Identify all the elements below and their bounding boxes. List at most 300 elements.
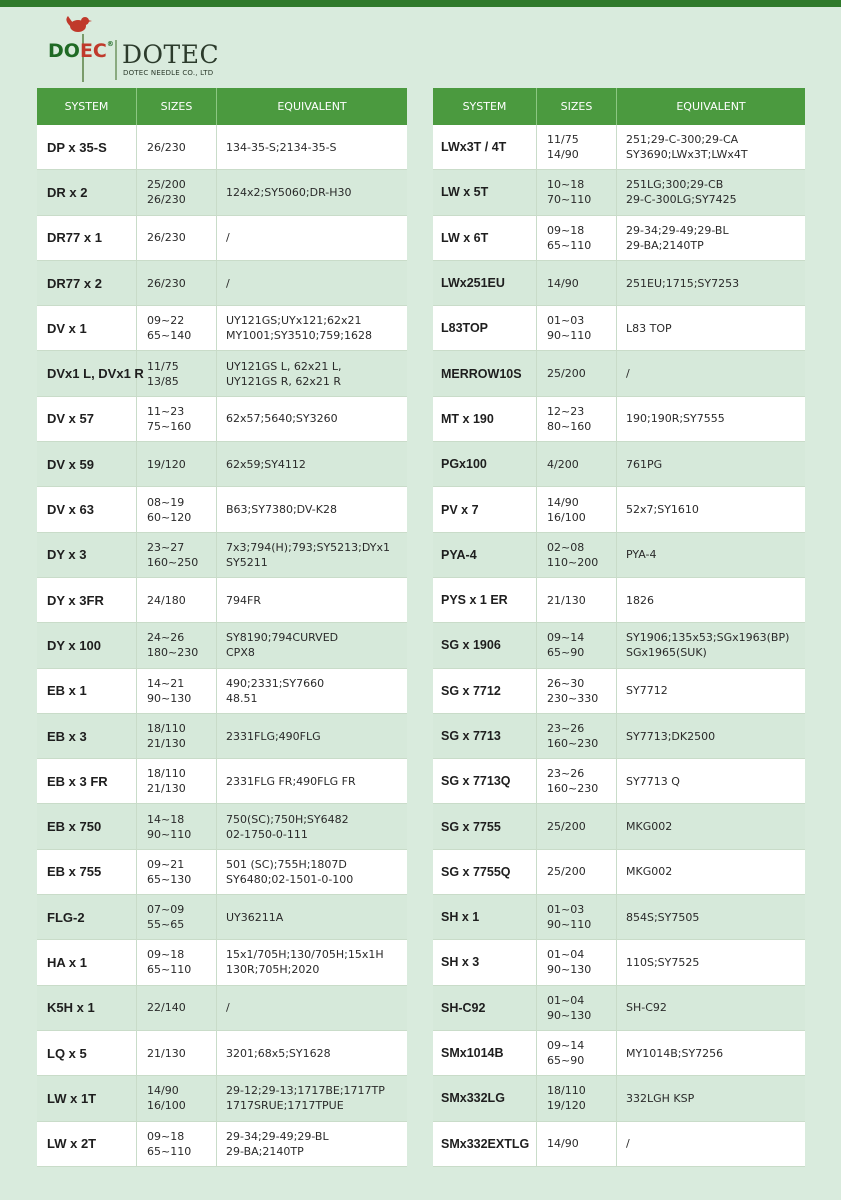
cell-equivalent	[617, 669, 805, 713]
cell-sizes	[537, 759, 617, 803]
cell-equivalent	[217, 125, 407, 169]
cell-sizes	[137, 623, 217, 667]
cell-system: SG x 7712	[433, 669, 537, 713]
brand-name: DOTEC	[122, 40, 220, 69]
equivalent-line: 124x2;SY5060;DR-H30	[226, 185, 352, 199]
equivalent-line: 7x3;794(H);793;SY5213;DYx1	[226, 540, 390, 554]
cell-sizes	[537, 804, 617, 848]
cell-equivalent	[217, 623, 407, 667]
cell-sizes	[137, 306, 217, 350]
equivalent-line: SH-C92	[626, 1001, 667, 1015]
top-accent-bar	[0, 0, 841, 7]
cell-system: EB x 1	[37, 669, 137, 713]
cell-system: MT x 190	[433, 397, 537, 441]
size-line: 09~14	[547, 1039, 585, 1053]
cell-equivalent	[217, 487, 407, 531]
cell-system: DP x 35-S	[37, 125, 137, 169]
table-header	[37, 88, 407, 125]
equivalent-line: 134-35-S;2134-35-S	[226, 140, 337, 154]
equivalent-line: 251EU;1715;SY7253	[626, 276, 740, 290]
size-line: 55~65	[147, 918, 185, 932]
cell-system: EB x 755	[37, 850, 137, 894]
cell-sizes	[137, 986, 217, 1030]
table-row	[37, 216, 407, 261]
size-line: 16/100	[547, 510, 586, 524]
cell-system: EB x 750	[37, 804, 137, 848]
table-row	[37, 1031, 407, 1076]
size-line: 4/200	[547, 457, 579, 471]
brand-mark: DOEC®	[48, 40, 114, 62]
header-system: SYSTEM	[433, 88, 537, 125]
table-row	[433, 487, 805, 532]
equivalent-line: /	[626, 367, 630, 381]
equivalent-line: MY1001;SY3510;759;1628	[226, 329, 373, 343]
size-line: 180~230	[147, 646, 199, 660]
size-line: 26~30	[547, 676, 585, 690]
size-line: 18/110	[147, 767, 186, 781]
cell-equivalent	[217, 895, 407, 939]
cell-system: EB x 3 FR	[37, 759, 137, 803]
header-equivalent: EQUIVALENT	[676, 100, 746, 113]
cell-sizes	[137, 170, 217, 214]
table-row	[37, 397, 407, 442]
size-line: 19/120	[147, 457, 186, 471]
equivalent-line: 29-34;29-49;29-BL	[626, 223, 729, 237]
cell-sizes	[137, 125, 217, 169]
equivalent-line: SY1906;135x53;SGx1963(BP)	[626, 631, 790, 645]
size-line: 160~230	[547, 737, 599, 750]
cell-system: DVx1 L, DVx1 R	[37, 351, 137, 395]
equivalent-line: 251LG;300;29-CB	[626, 178, 724, 192]
cell-system: DV x 63	[37, 487, 137, 531]
equivalent-line: SGx1965(SUK)	[626, 646, 707, 660]
equivalent-line: /	[626, 1137, 630, 1151]
size-line: 160~230	[547, 782, 599, 796]
table-row	[37, 351, 407, 396]
equivalent-line: SY6480;02-1501-0-100	[226, 872, 354, 886]
size-line: 90~110	[547, 918, 592, 932]
size-line: 80~160	[547, 419, 592, 433]
cell-sizes	[137, 850, 217, 894]
equivalent-line: MKG002	[626, 820, 673, 834]
table-header	[433, 88, 805, 125]
equivalent-line: 52x7;SY1610	[626, 503, 699, 517]
equivalent-line: 190;190R;SY7555	[626, 412, 725, 426]
size-line: 26/230	[147, 193, 186, 207]
cell-system: MERROW10S	[433, 351, 537, 395]
cell-sizes	[537, 669, 617, 713]
cell-sizes	[537, 351, 617, 395]
size-line: 90~130	[547, 1008, 592, 1022]
table-row	[433, 351, 805, 396]
size-line: 09~21	[147, 857, 185, 871]
table-row	[37, 940, 407, 985]
equivalent-line: 854S;SY7505	[626, 910, 700, 924]
brand-mark-accent: EC	[79, 40, 107, 62]
table-row	[37, 442, 407, 487]
table-row	[433, 261, 805, 306]
size-line: 14~18	[147, 812, 185, 826]
size-line: 25/200	[547, 367, 586, 381]
table-row	[433, 850, 805, 895]
cell-sizes	[137, 1031, 217, 1075]
cell-system: SH x 3	[433, 940, 537, 984]
equivalent-line: 761PG	[626, 457, 663, 471]
cell-sizes	[137, 261, 217, 305]
cell-sizes	[537, 442, 617, 486]
equivalent-line: 29-12;29-13;1717BE;1717TP	[226, 1084, 385, 1098]
table-row	[37, 1122, 407, 1167]
size-line: 23~26	[547, 722, 585, 735]
table-row	[37, 578, 407, 623]
equivalent-line: SY7713;DK2500	[626, 729, 716, 743]
cell-system: SG x 1906	[433, 623, 537, 667]
equivalent-line: /	[226, 276, 230, 290]
size-line: 21/130	[547, 593, 586, 607]
cell-system: DV x 57	[37, 397, 137, 441]
cell-sizes	[537, 940, 617, 984]
size-line: 23~26	[547, 767, 585, 781]
equivalent-line: 29-BA;2140TP	[226, 1144, 304, 1158]
needle-table-left	[37, 88, 407, 1163]
cell-equivalent	[217, 533, 407, 577]
equivalent-line: 251;29-C-300;29-CA	[626, 133, 739, 147]
cell-system: SH x 1	[433, 895, 537, 939]
size-line: 18/110	[547, 1084, 586, 1098]
size-line: 21/130	[147, 737, 186, 750]
table-row	[433, 1031, 805, 1076]
header-equivalent: EQUIVALENT	[277, 100, 347, 113]
cell-equivalent	[617, 623, 805, 667]
cell-equivalent	[217, 351, 407, 395]
cell-equivalent	[217, 442, 407, 486]
cell-equivalent	[617, 487, 805, 531]
logo-divider	[115, 40, 117, 80]
cell-equivalent	[217, 759, 407, 803]
cell-system: SG x 7755	[433, 804, 537, 848]
equivalent-line: 3201;68x5;SY1628	[226, 1046, 331, 1060]
cell-equivalent	[617, 759, 805, 803]
equivalent-line: 490;2331;SY7660	[226, 676, 325, 690]
size-line: 26/230	[147, 231, 186, 245]
cell-equivalent	[617, 850, 805, 894]
cell-equivalent	[617, 1076, 805, 1120]
equivalent-line: 02-1750-0-111	[226, 827, 308, 841]
table-body-right	[433, 125, 805, 1167]
table-row	[433, 1076, 805, 1121]
equivalent-line: 794FR	[226, 593, 261, 607]
table-row	[433, 306, 805, 351]
cell-equivalent	[617, 216, 805, 260]
size-line: 18/110	[147, 722, 186, 735]
size-line: 70~110	[547, 193, 592, 207]
cell-sizes	[137, 895, 217, 939]
size-line: 09~22	[147, 314, 185, 328]
cell-equivalent	[617, 714, 805, 758]
cell-sizes	[537, 1076, 617, 1120]
table-body-left	[37, 125, 407, 1167]
cell-sizes	[537, 125, 617, 169]
size-line: 01~03	[547, 314, 585, 328]
size-line: 14/90	[547, 276, 579, 290]
cell-system: DY x 3FR	[37, 578, 137, 622]
header-sizes: SIZES	[137, 88, 217, 125]
equivalent-line: /	[226, 231, 230, 245]
size-line: 65~130	[147, 872, 192, 886]
cell-system: EB x 3	[37, 714, 137, 758]
cell-system: DR77 x 1	[37, 216, 137, 260]
cell-sizes	[537, 533, 617, 577]
size-line: 14/90	[547, 1137, 579, 1151]
equivalent-line: L83 TOP	[626, 321, 672, 335]
size-line: 23~27	[147, 540, 185, 554]
size-line: 01~04	[547, 993, 585, 1007]
table-row	[433, 125, 805, 170]
equivalent-line: SY5211	[226, 555, 268, 569]
cell-sizes	[537, 578, 617, 622]
cell-equivalent	[617, 397, 805, 441]
cell-sizes	[537, 170, 617, 214]
size-line: 14/90	[547, 148, 579, 162]
cell-sizes	[537, 850, 617, 894]
size-line: 65~110	[147, 1144, 192, 1158]
size-line: 11/75	[547, 133, 579, 147]
size-line: 90~110	[147, 827, 192, 841]
size-line: 14/90	[147, 1084, 179, 1098]
cell-sizes	[537, 1031, 617, 1075]
cell-sizes	[537, 397, 617, 441]
cell-equivalent	[617, 442, 805, 486]
size-line: 21/130	[147, 1046, 186, 1060]
table-row	[37, 895, 407, 940]
cell-system: LW x 5T	[433, 170, 537, 214]
equivalent-line: 62x57;5640;SY3260	[226, 412, 338, 426]
cell-system: SH-C92	[433, 986, 537, 1030]
cell-equivalent	[617, 351, 805, 395]
cell-equivalent	[617, 578, 805, 622]
cell-equivalent	[617, 306, 805, 350]
table-row	[37, 759, 407, 804]
table-row	[433, 397, 805, 442]
equivalent-line: MKG002	[626, 865, 673, 879]
size-line: 24/180	[147, 593, 186, 607]
equivalent-line: SY7712	[626, 684, 668, 698]
brand-logo	[48, 12, 308, 82]
cell-sizes	[137, 351, 217, 395]
cell-equivalent	[617, 1122, 805, 1166]
size-line: 09~18	[147, 1129, 185, 1143]
header-system: SYSTEM	[37, 88, 137, 125]
cell-system: LWx3T / 4T	[433, 125, 537, 169]
size-line: 24~26	[147, 631, 185, 645]
table-row	[433, 623, 805, 668]
cell-sizes	[537, 714, 617, 758]
equivalent-line: 62x59;SY4112	[226, 457, 306, 471]
cell-sizes	[137, 487, 217, 531]
cell-equivalent	[217, 261, 407, 305]
cell-sizes	[537, 487, 617, 531]
cell-equivalent	[617, 940, 805, 984]
table-row	[37, 669, 407, 714]
cell-system: SMx332EXTLG	[433, 1122, 537, 1166]
table-row	[37, 125, 407, 170]
cell-system: SMx332LG	[433, 1076, 537, 1120]
cell-sizes	[137, 759, 217, 803]
equivalent-line: B63;SY7380;DV-K28	[226, 503, 337, 517]
cell-system: LWx251EU	[433, 261, 537, 305]
cell-system: LW x 1T	[37, 1076, 137, 1120]
cell-equivalent	[217, 940, 407, 984]
cell-system: FLG-2	[37, 895, 137, 939]
cell-system: LQ x 5	[37, 1031, 137, 1075]
size-line: 26/230	[147, 276, 186, 290]
cell-system: DV x 59	[37, 442, 137, 486]
equivalent-line: 130R;705H;2020	[226, 963, 320, 977]
equivalent-line: UY121GS;UYx121;62x21	[226, 314, 362, 328]
cell-sizes	[537, 261, 617, 305]
cell-equivalent	[617, 804, 805, 848]
equivalent-line: 15x1/705H;130/705H;15x1H	[226, 948, 384, 962]
size-line: 13/85	[147, 374, 179, 388]
cell-system: SMx1014B	[433, 1031, 537, 1075]
equivalent-line: UY121GS R, 62x21 R	[226, 374, 342, 388]
cell-sizes	[137, 804, 217, 848]
table-row	[433, 442, 805, 487]
needle-table-right	[433, 88, 805, 1163]
cell-system: PGx100	[433, 442, 537, 486]
table-row	[433, 216, 805, 261]
equivalent-line: 1717SRUE;1717TPUE	[226, 1099, 344, 1113]
size-line: 07~09	[147, 903, 185, 917]
cell-sizes	[537, 895, 617, 939]
table-row	[37, 986, 407, 1031]
size-line: 25/200	[147, 178, 186, 192]
size-line: 22/140	[147, 1001, 186, 1015]
cell-equivalent	[617, 1031, 805, 1075]
cell-sizes	[137, 442, 217, 486]
equivalent-line: 2331FLG FR;490FLG FR	[226, 774, 356, 788]
brand-subtitle: DOTEC NEEDLE CO., LTD	[123, 69, 214, 77]
equivalent-line: 1826	[626, 593, 654, 607]
size-line: 09~18	[147, 948, 185, 962]
size-line: 08~19	[147, 495, 185, 509]
bird-icon	[64, 12, 92, 38]
cell-sizes	[137, 578, 217, 622]
equivalent-line: SY3690;LWx3T;LWx4T	[626, 148, 748, 162]
equivalent-line: SY8190;794CURVED	[226, 631, 339, 645]
size-line: 65~140	[147, 329, 192, 343]
cell-system: SG x 7713Q	[433, 759, 537, 803]
cell-sizes	[137, 216, 217, 260]
table-row	[37, 170, 407, 215]
size-line: 09~14	[547, 631, 585, 645]
size-line: 16/100	[147, 1099, 186, 1113]
table-row	[37, 306, 407, 351]
size-line: 160~250	[147, 555, 199, 569]
size-line: 110~200	[547, 555, 599, 569]
equivalent-line: UY121GS L, 62x21 L,	[226, 359, 342, 373]
table-row	[433, 578, 805, 623]
equivalent-line: 750(SC);750H;SY6482	[226, 812, 349, 826]
table-row	[433, 986, 805, 1031]
equivalent-line: 29-C-300LG;SY7425	[626, 193, 737, 207]
cell-sizes	[537, 306, 617, 350]
cell-system: PV x 7	[433, 487, 537, 531]
cell-equivalent	[217, 397, 407, 441]
cell-sizes	[537, 623, 617, 667]
cell-system: K5H x 1	[37, 986, 137, 1030]
size-line: 14/90	[547, 495, 579, 509]
size-line: 90~130	[147, 691, 192, 705]
cell-sizes	[537, 986, 617, 1030]
table-row	[433, 533, 805, 578]
cell-sizes	[137, 1076, 217, 1120]
cell-equivalent	[217, 216, 407, 260]
cell-equivalent	[217, 986, 407, 1030]
cell-system: SG x 7755Q	[433, 850, 537, 894]
equivalent-line: PYA-4	[626, 548, 657, 562]
table-row	[37, 804, 407, 849]
cell-equivalent	[217, 578, 407, 622]
cell-equivalent	[617, 261, 805, 305]
size-line: 01~03	[547, 903, 585, 917]
table-row	[37, 850, 407, 895]
size-line: 65~90	[547, 646, 585, 660]
cell-system: DR77 x 2	[37, 261, 137, 305]
table-row	[433, 895, 805, 940]
size-line: 75~160	[147, 419, 192, 433]
size-line: 65~90	[547, 1054, 585, 1068]
size-line: 11~23	[147, 404, 185, 418]
equivalent-line: 110S;SY7525	[626, 955, 700, 969]
size-line: 10~18	[547, 178, 585, 192]
equivalent-line: 29-BA;2140TP	[626, 238, 704, 252]
table-row	[37, 714, 407, 759]
cell-system: LW x 6T	[433, 216, 537, 260]
cell-equivalent	[217, 804, 407, 848]
cell-sizes	[137, 669, 217, 713]
table-row	[37, 261, 407, 306]
cell-system: DV x 1	[37, 306, 137, 350]
header-sizes: SIZES	[537, 88, 617, 125]
equivalent-line: MY1014B;SY7256	[626, 1046, 724, 1060]
equivalent-line: UY36211A	[226, 910, 284, 924]
cell-sizes	[137, 940, 217, 984]
size-line: 12~23	[547, 404, 585, 418]
size-line: 14~21	[147, 676, 185, 690]
cell-equivalent	[617, 170, 805, 214]
table-row	[37, 623, 407, 668]
table-row	[37, 1076, 407, 1121]
table-row	[433, 170, 805, 215]
table-row	[433, 1122, 805, 1167]
equivalent-line: 332LGH KSP	[626, 1091, 695, 1105]
size-line: 90~110	[547, 329, 592, 343]
cell-equivalent	[617, 986, 805, 1030]
cell-equivalent	[617, 533, 805, 577]
size-line: 65~110	[547, 238, 592, 252]
equivalent-line: 501 (SC);755H;1807D	[226, 857, 347, 871]
size-line: 01~04	[547, 948, 585, 962]
cell-equivalent	[217, 1076, 407, 1120]
size-line: 26/230	[147, 140, 186, 154]
table-row	[433, 759, 805, 804]
cell-equivalent	[217, 714, 407, 758]
equivalent-line: 48.51	[226, 691, 258, 705]
cell-equivalent	[217, 170, 407, 214]
cell-system: DR x 2	[37, 170, 137, 214]
cell-system: L83TOP	[433, 306, 537, 350]
